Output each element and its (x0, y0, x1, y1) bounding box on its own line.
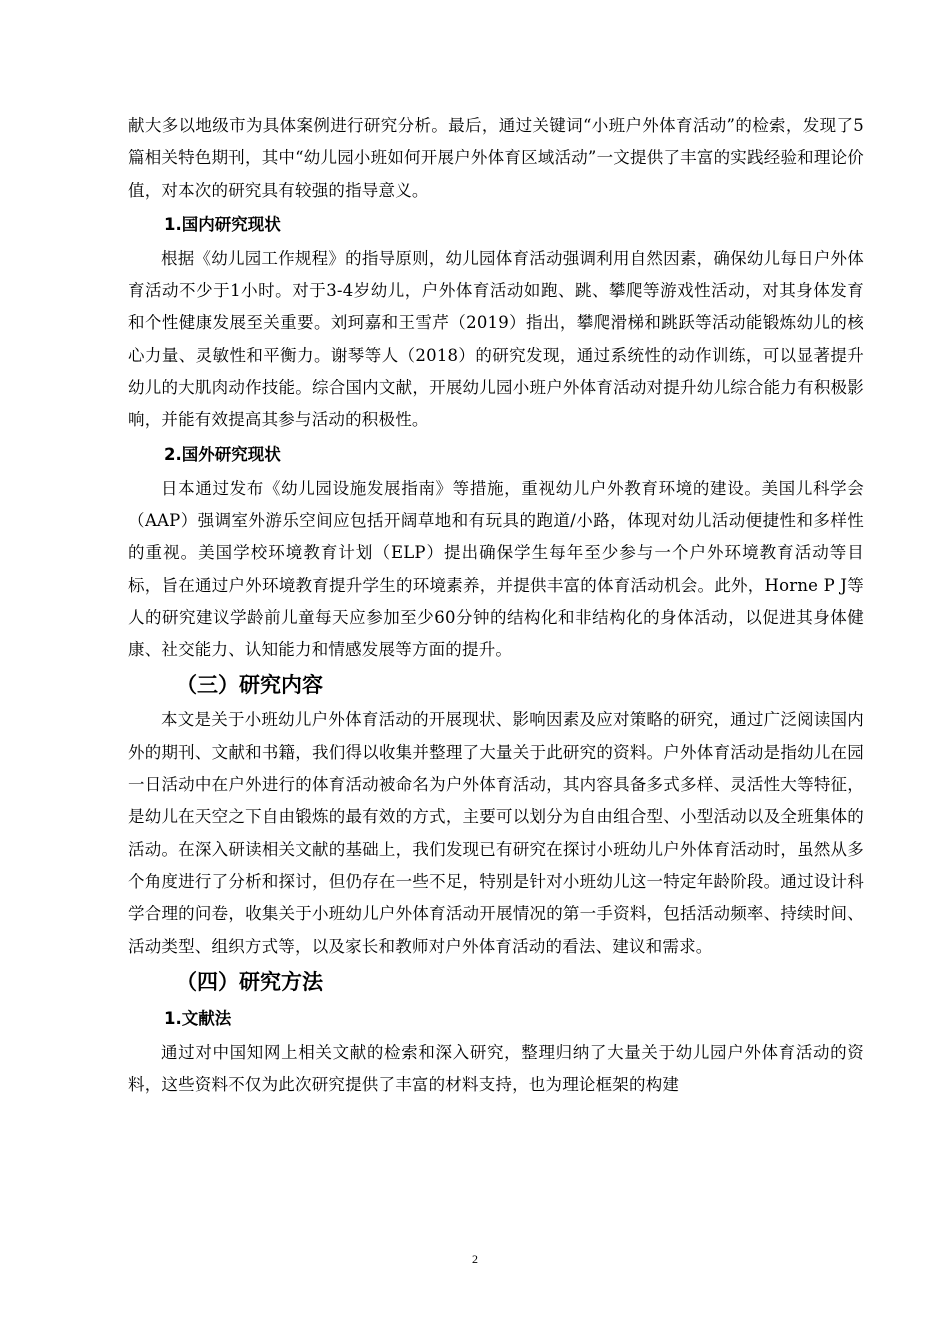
literature-method-paragraph: 通过对中国知网上相关文献的检索和深入研究，整理归纳了大量关于幼儿园户外体育活动的资料，这些资料不仅为此次研究提供了丰富的材料支持，也为理论框架的构建 (128, 1042, 864, 1095)
intro-continuation-paragraph: 献大多以地级市为具体案例进行研究分析。最后，通过关键词“小班户外体育活动”的检索，发现了5篇相关特色期刊，其中“幼儿园小班如何开展户外体育区域活动”一文提供了丰富的实践经验和理论价值，对本次的研究具有较强的指导意义。 (128, 116, 864, 200)
research-method-heading: （四）研究方法 (176, 969, 323, 994)
page-number: 2 (472, 1252, 478, 1266)
research-content-heading: （三）研究内容 (176, 673, 323, 698)
domestic-research-heading: 1.国内研究现状 (164, 214, 281, 234)
literature-method-heading: 1.文献法 (164, 1008, 232, 1028)
foreign-research-paragraph: 日本通过发布《幼儿园设施发展指南》等措施，重视幼儿户外教育环境的建设。美国儿科学会（AAP）强调室外游乐空间应包括开阔草地和有玩具的跑道/小路，体现对幼儿活动便捷性和多样性的重视。美国学校环境教育计划（ELP）提出确保学生每年至少参与一个户外环境教育活动等目标，旨在通过户外环境教育提升学生的环境素养，并提供丰富的体育活动机会。此外，Horne P J等人的研究建议学龄前儿童每天应参加至少60分钟的结构化和非结构化的身体活动，以促进其身体健康、社交能力、认知能力和情感发展等方面的提升。 (128, 478, 864, 660)
domestic-research-paragraph: 根据《幼儿园工作规程》的指导原则，幼儿园体育活动强调利用自然因素，确保幼儿每日户外体育活动不少于1小时。对于3-4岁幼儿，户外体育活动如跑、跳、攀爬等游戏性活动，对其身体发育和个性健康发展至关重要。刘珂嘉和王雪芹（2019）指出，攀爬滑梯和跳跃等活动能锻炼幼儿的核心力量、灵敏性和平衡力。谢琴等人（2018）的研究发现，通过系统性的动作训练，可以显著提升幼儿的大肌肉动作技能。综合国内文献，开展幼儿园小班户外体育活动对提升幼儿综合能力有积极影响，并能有效提高其参与活动的积极性。 (128, 248, 864, 430)
research-content-paragraph: 本文是关于小班幼儿户外体育活动的开展现状、影响因素及应对策略的研究，通过广泛阅读国内外的期刊、文献和书籍，我们得以收集并整理了大量关于此研究的资料。户外体育活动是指幼儿在园一日活动中在户外进行的体育活动被命名为户外体育活动，其内容具备多式多样、灵活性大等特征，是幼儿在天空之下自由锻炼的最有效的方式，主要可以划分为自由组合型、小型活动以及全班集体的活动。在深入研读相关文献的基础上，我们发现已有研究在探讨小班幼儿户外体育活动时，虽然从多个角度进行了分析和探讨，但仍存在一些不足，特别是针对小班幼儿这一特定年龄阶段。通过设计科学合理的问卷，收集关于小班幼儿户外体育活动开展情况的第一手资料，包括活动频率、持续时间、活动类型、组织方式等，以及家长和教师对户外体育活动的看法、建议和需求。 (128, 710, 864, 956)
page-content (128, 110, 864, 1101)
foreign-research-heading: 2.国外研究现状 (164, 444, 281, 464)
